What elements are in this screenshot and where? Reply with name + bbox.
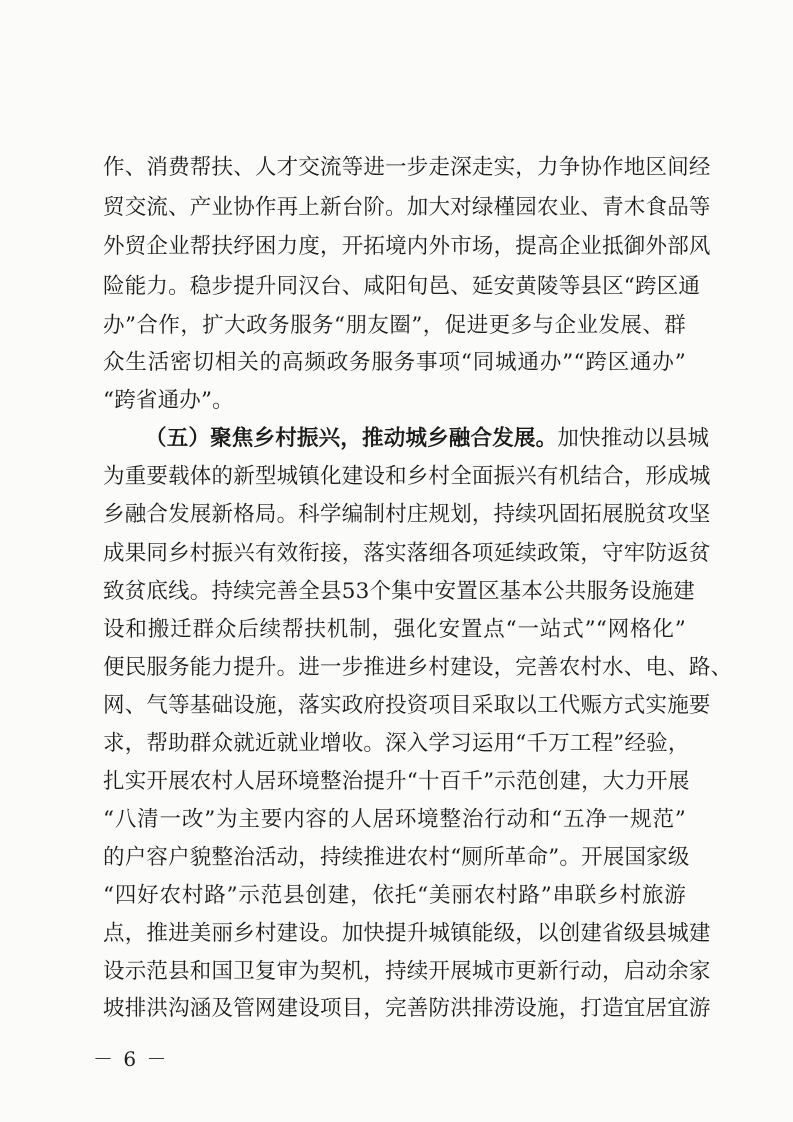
paragraph-line: 致贫底线。持续完善全县53个集中安置区基本公共服务设施建 bbox=[103, 579, 695, 604]
paragraph-line: 作、消费帮扶、人才交流等进一步走深走实，力争协作地区间经 bbox=[103, 155, 711, 180]
paragraph-line: 设和搬迁群众后续帮扶机制，强化安置点“一站式”“网格化” bbox=[103, 617, 686, 642]
section-heading-continuation: 加快推动以县城 bbox=[557, 426, 710, 451]
paragraph-line: 点，推进美丽乡村建设。加快提升城镇能级，以创建省级县城建 bbox=[103, 921, 711, 946]
section-heading: （五）聚焦乡村振兴，推动城乡融合发展。 bbox=[145, 426, 558, 451]
paragraph-line: 设示范县和国卫复审为契机，持续开展城市更新行动，启动余家 bbox=[103, 959, 711, 984]
paragraph-line: 便民服务能力提升。进一步推进乡村建设，完善农村水、电、路、 bbox=[103, 655, 733, 680]
paragraph-line: 成果同乡村振兴有效衔接，落实落细各项延续政策，守牢防返贫 bbox=[103, 541, 711, 566]
paragraph-line: 坡排洪沟涵及管网建设项目，完善防洪排涝设施，打造宜居宜游 bbox=[103, 996, 711, 1021]
paragraph-line: 扎实开展农村人居环境整治提升“十百千”示范创建，大力开展 bbox=[103, 769, 690, 794]
paragraph-line: 的户容户貌整治活动，持续推进农村“厕所革命”。开展国家级 bbox=[103, 845, 690, 870]
section-heading-line bbox=[145, 421, 710, 457]
paragraph-line: 众生活密切相关的高频政务服务事项“同城通办”“跨区通办” bbox=[103, 350, 686, 375]
paragraph-line: 为重要载体的新型城镇化建设和乡村全面振兴有机结合，形成城 bbox=[103, 464, 711, 489]
paragraph-line: “八清一改”为主要内容的人居环境整治行动和“五净一规范” bbox=[103, 807, 686, 832]
paragraph-line: 网、气等基础设施，落实政府投资项目采取以工代赈方式实施要 bbox=[103, 693, 711, 718]
paragraph-line: 求，帮助群众就近就业增收。深入学习运用“千万工程”经验， bbox=[103, 731, 690, 756]
paragraph-line: “四好农村路”示范县创建，依托“美丽农村路”串联乡村旅游 bbox=[103, 883, 686, 908]
paragraph-line: 办”合作，扩大政务服务“朋友圈”，促进更多与企业发展、群 bbox=[103, 313, 686, 338]
paragraph-line: 贸交流、产业协作再上新台阶。加大对绿槿园农业、青木食品等 bbox=[103, 195, 711, 220]
paragraph-line: 险能力。稳步提升同汉台、咸阳旬邑、延安黄陵等县区“跨区通 bbox=[103, 274, 701, 299]
paragraph-line: 外贸企业帮扶纾困力度，开拓境内外市场，提高企业抵御外部风 bbox=[103, 234, 711, 259]
page-number: － 6 － bbox=[93, 1047, 169, 1071]
paragraph-line: 乡融合发展新格局。科学编制村庄规划，持续巩固拓展脱贫攻坚 bbox=[103, 502, 711, 527]
paragraph-line: “跨省通办”。 bbox=[103, 388, 234, 413]
